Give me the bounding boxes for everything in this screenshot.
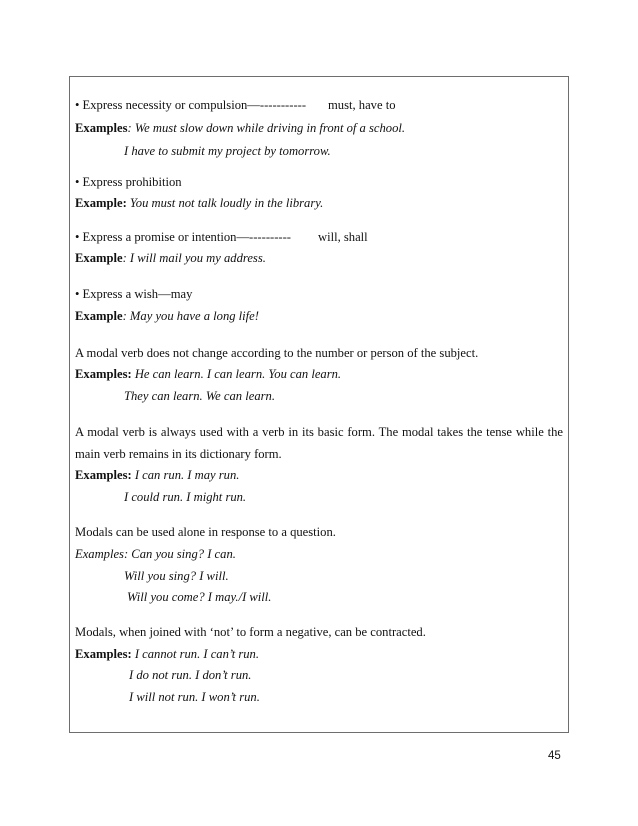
number-example-2: They can learn. We can learn. [124, 389, 275, 403]
necessity-bullet: • Express necessity or compulsion—----------- [75, 98, 307, 112]
negative-text: Modals, when joined with ‘not’ to form a negative, can be contracted. [75, 625, 426, 639]
promise-bullet: • Express a promise or intention—---------- [75, 230, 291, 244]
number-text: A modal verb does not change according to the number or person of the subject. [75, 346, 479, 360]
number-example: Examples: He can learn. I can learn. You can learn. [75, 367, 342, 381]
alone-example: Examples: Can you sing? I can. [75, 547, 236, 561]
prohibition-example: Example: You must not talk loudly in the library. [75, 196, 324, 210]
promise-example: Example: I will mail you my address. [75, 251, 266, 265]
negative-example-2: I do not run. I don’t run. [129, 668, 252, 682]
necessity-example: Examples: We must slow down while driving in front of a school. [75, 121, 406, 135]
wish-bullet: • Express a wish—may [75, 287, 193, 301]
wish-example: Example: May you have a long life! [75, 309, 259, 323]
alone-example-2: Will you sing? I will. [124, 569, 229, 583]
prohibition-bullet: • Express prohibition [75, 175, 182, 189]
basic-form-text-1: A modal verb is always used with a verb in its basic form. The modal takes the tense while the [75, 425, 563, 439]
alone-text: Modals can be used alone in response to a question. [75, 525, 336, 539]
basic-form-example-2: I could run. I might run. [124, 490, 247, 504]
necessity-example-2: I have to submit my project by tomorrow. [124, 144, 331, 158]
basic-form-text-2: main verb remains in its dictionary form. [75, 447, 282, 461]
necessity-modals: must, have to [328, 98, 396, 112]
negative-example: Examples: I cannot run. I can’t run. [75, 647, 259, 661]
alone-example-3: Will you come? I may./I will. [127, 590, 272, 604]
promise-modals: will, shall [318, 230, 368, 244]
page-number: 45 [548, 750, 561, 762]
basic-form-example: Examples: I can run. I may run. [75, 468, 240, 482]
negative-example-3: I will not run. I won’t run. [129, 690, 260, 704]
